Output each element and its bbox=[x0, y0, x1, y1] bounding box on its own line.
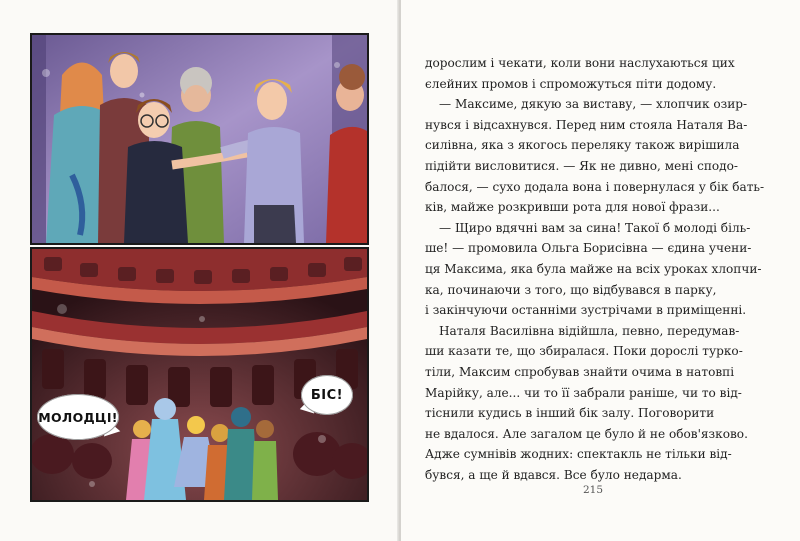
text-line: бувся, а ще й вдався. Все було недарма. bbox=[425, 467, 682, 482]
text-line: дорослим і чекати, коли вони наслухаються цих bbox=[425, 56, 735, 70]
speech-bubble-right-text: БІС! bbox=[310, 387, 344, 403]
body-text bbox=[425, 53, 765, 485]
text-line: ця Максима, яка була майже на всіх уроках хлопчи- bbox=[425, 261, 762, 276]
text-line: Наталя Василівна відійшла, певно, передумав- bbox=[439, 323, 740, 338]
text-line: ши казати те, що збиралася. Поки дорослі турко- bbox=[425, 344, 743, 359]
paragraph-4 bbox=[425, 321, 748, 486]
speech-bubble-bis bbox=[301, 375, 353, 415]
text-line: — Щиро вдячні вам за сина! Такої б молоді біль- bbox=[439, 220, 751, 235]
text-line: тіснили кудись в інший бік залу. Поговорити bbox=[425, 406, 715, 421]
text-line: ка, починаючи з того, що відбувався в парку, bbox=[425, 282, 717, 297]
text-line: силівна, яка з якогось переляку також вирішила bbox=[425, 138, 740, 153]
text-line: і закінчуючи останніми зустрічами в приміщенні. bbox=[425, 303, 747, 318]
comic-panel-audience bbox=[30, 247, 369, 502]
left-page bbox=[0, 0, 399, 541]
text-line: балося, — сухо додала вона і повернулася у бік бать- bbox=[425, 179, 765, 194]
text-line: підійти висловитися. — Як не дивно, мені сподо- bbox=[425, 158, 738, 173]
speech-bubble-molodtsi bbox=[37, 394, 119, 440]
text-line: ше! — промовила Ольга Борисівна — єдина учени- bbox=[425, 241, 752, 256]
comic-panel-greeting bbox=[30, 33, 369, 245]
text-line: Адже сумнівів жодних: спектакль не тільки від- bbox=[425, 447, 732, 462]
text-line: нувся і відсахнувся. Перед ним стояла Наталя Ва- bbox=[425, 117, 748, 132]
text-line: тіли, Максим спробував знайти очима в натовпі bbox=[425, 364, 735, 379]
page-number: 215 bbox=[582, 484, 604, 496]
text-line: Марійку, але... чи то її забрали раніше, чи то від- bbox=[425, 385, 742, 400]
greeting-illustration bbox=[32, 35, 367, 243]
paragraph-1 bbox=[425, 53, 735, 94]
theatre-illustration bbox=[32, 249, 367, 500]
paragraph-3 bbox=[425, 218, 762, 321]
text-line: ків, майже розкривши рота для нової фрази... bbox=[425, 200, 720, 215]
text-line: — Максиме, дякую за виставу, — хлопчик озир- bbox=[439, 97, 748, 112]
text-line: не вдалося. Але загалом це було й не обов'язково. bbox=[425, 426, 748, 441]
text-line: єлейних промов і спроможуться піти додому. bbox=[425, 76, 717, 91]
paragraph-2 bbox=[425, 94, 765, 218]
speech-bubble-left-text: МОЛОДЦІ! bbox=[38, 409, 118, 425]
